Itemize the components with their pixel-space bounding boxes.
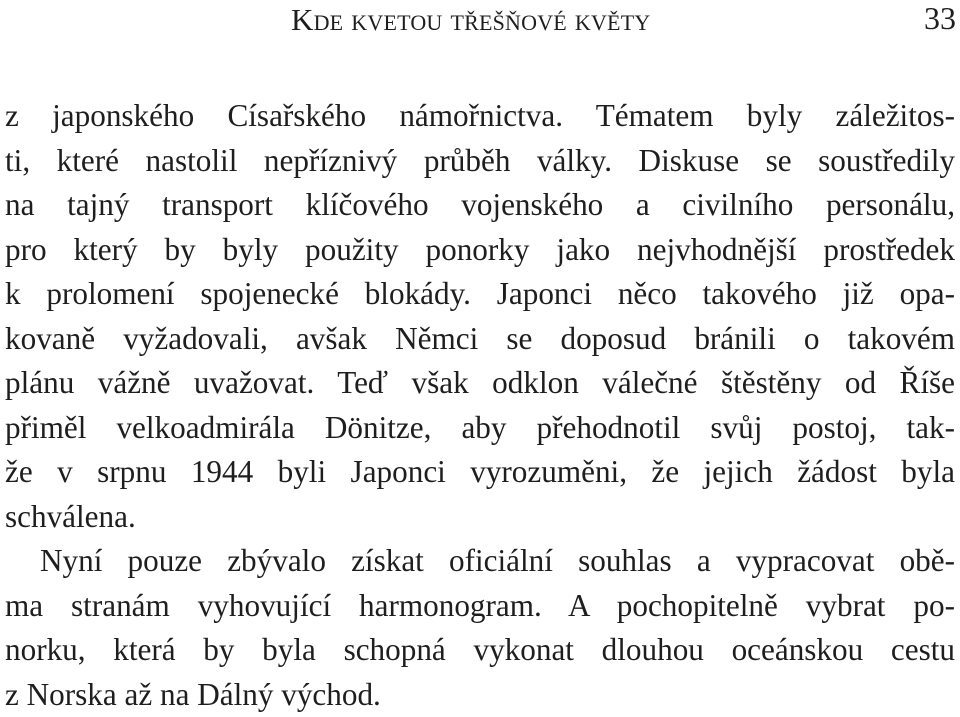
text-line: plánu vážně uvažovat. Teď však odklon válečné štěstěny od Říše <box>5 361 955 406</box>
paragraph-end-line: z Norska až na Dálný východ. <box>5 673 955 717</box>
running-title: Kde kvetou třešňové květy <box>291 3 650 37</box>
text-line: k prolomení spojenecké blokády. Japonci něco takového již opa- <box>5 272 955 317</box>
text-line: ma stranám vyhovující harmonogram. A pochopitelně vybrat po- <box>5 584 955 629</box>
body-text <box>5 94 955 717</box>
text-line: přiměl velkoadmirála Dönitze, aby přehodnotil svůj postoj, tak- <box>5 406 955 451</box>
text-line: norku, která by byla schopná vykonat dlouhou oceánskou cestu <box>5 628 955 673</box>
paragraph-end-line: schválena. <box>5 495 955 540</box>
page-number: 33 <box>924 0 956 36</box>
text-line: na tajný transport klíčového vojenského a civilního personálu, <box>5 183 955 228</box>
paragraph-start-line: Nyní pouze zbývalo získat oficiální souhlas a vypracovat obě- <box>5 539 955 584</box>
text-line: pro který by byly použity ponorky jako nejvhodnější prostředek <box>5 228 955 273</box>
text-line: ti, které nastolil nepříznivý průběh války. Diskuse se soustředily <box>5 139 955 184</box>
text-line: z japonského Císařského námořnictva. Tématem byly záležitos- <box>5 94 955 139</box>
running-header <box>0 0 960 40</box>
text-line: že v srpnu 1944 byli Japonci vyrozuměni, že jejich žádost byla <box>5 450 955 495</box>
text-line: kovaně vyžadovali, avšak Němci se doposud bránili o takovém <box>5 317 955 362</box>
